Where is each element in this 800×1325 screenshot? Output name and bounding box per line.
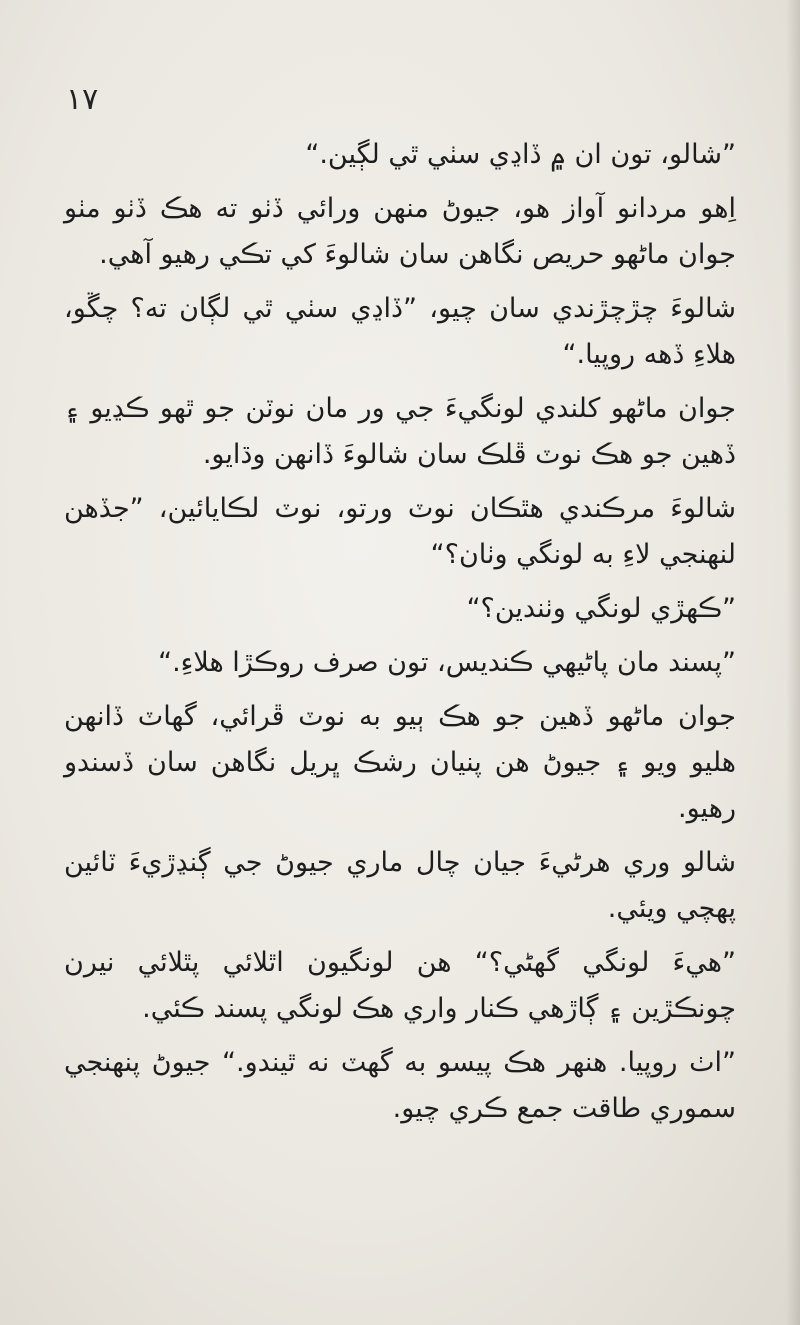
paragraph-4: جوان ماڻهو کلندي لونگيءَ جي ور مان نوٽن جو ٿهو ڪڍيو ۽ ڏهين جو هڪ نوٽ ڦلڪ سان شالوءَ ڏانهن وڌايو. [64,393,736,470]
paragraph-6: ”ڪهڙي لونگي وٺندين؟“ [466,593,736,624]
page-number: ١٧ [66,82,99,117]
paragraph-8: جوان ماڻهو ڏهين جو هڪ ٻيو به نوٽ ڦرائي، گهاٽ ڏانهن هليو ويو ۽ جيوڻ هن پنيان رشڪ ڀريل نگاهن سان ڏسندو رهيو. [64,701,736,824]
page-edge-shadow [786,0,800,1325]
body-text [64,132,736,1140]
paragraph-11: ”اٺ روپيا. هنهر هڪ پيسو به گهٽ نه ٿيندو.“ جيوڻ پنهنجي سموري طاقت جمع ڪري چيو. [64,1047,736,1124]
paragraph-1: ”شالو، تون ان ۾ ڏاڍي سٺي ٿي لڳين.“ [305,139,736,170]
paragraph-9: شالو وري هرڻيءَ جيان چال ماري جيوڻ جي ڳنڍڙيءَ ٽائين پهچي ويئي. [64,847,736,924]
paragraph-10: ”هيءَ لونگي گهڻي؟“ هن لونگيون اٿلائي پٿلائي نيرن چونڪڙين ۽ ڳاڙهي ڪنار واري هڪ لونگي پسند ڪئي. [64,947,736,1024]
paragraph-3: شالوءَ چڙچڙندي سان چيو، ”ڏاڍي سٺي ٿي لڳان ته؟ چڱو، هلاءِ ڏهه روپيا.“ [64,293,736,370]
paragraph-2: اِهو مردانو آواز هو، جيوڻ منهن ورائي ڏٺو ته هڪ ڏٺو مٺو جوان ماڻهو حريص نگاهن سان شالوءَ کي تڪي رهيو آهي. [64,193,736,270]
paragraph-7: ”پسند مان پاڻيهي ڪنديس، تون صرف روڪڙا هلاءِ.“ [158,647,736,678]
paragraph-5: شالوءَ مرڪندي هٿڪان نوٽ ورتو، نوٽ لڪايائين، ”جڏهن لنهنجي لاءِ به لونگي وٺان؟“ [64,493,736,570]
